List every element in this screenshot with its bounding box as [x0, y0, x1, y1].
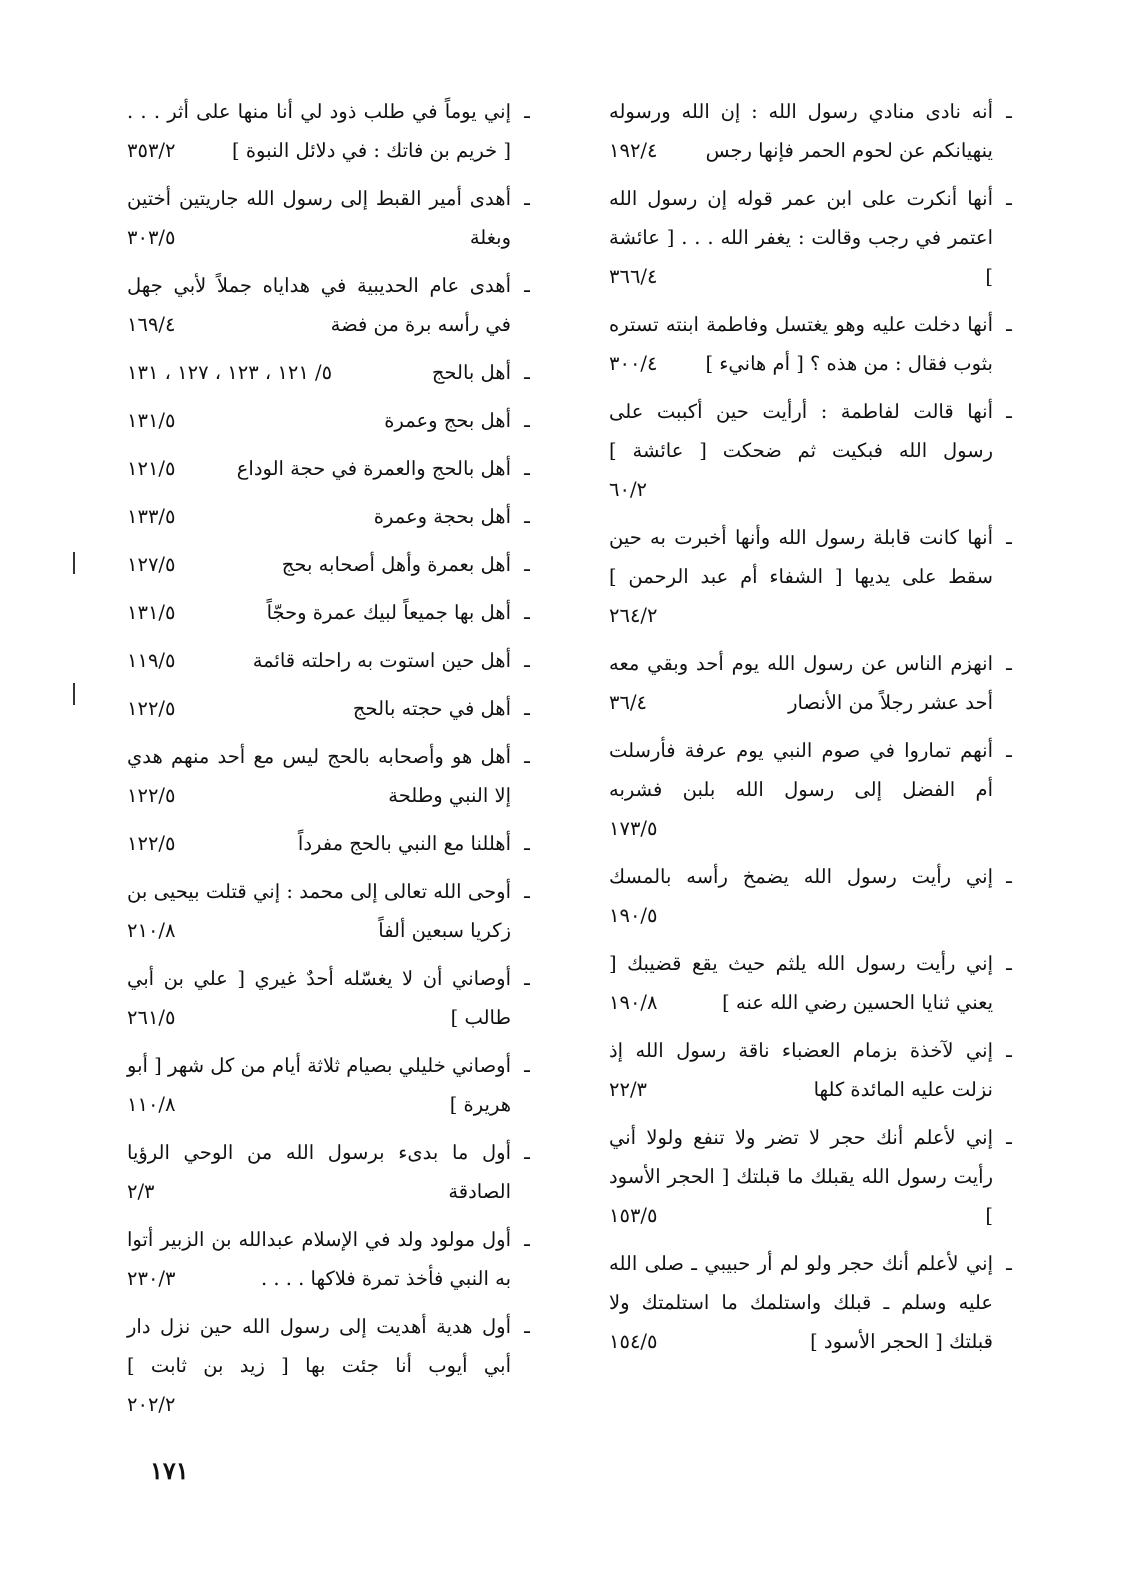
entry-dash: ـ: [1006, 1039, 1012, 1062]
page-reference: ١٩٠/٥: [609, 896, 663, 935]
entry-text: أول مولود ولد في الإسلام عبدالله بن الزبير أتوا به النبي فأخذ تمرة فلاكها . . . .: [127, 1228, 511, 1290]
entry-text: أول هدية أهديت إلى رسول الله حين نزل دار أبي أيوب أنا جئت بها [ زيد بن ثابت ]: [127, 1315, 511, 1377]
index-entry: [609, 92, 1019, 170]
entry-text: أهل حين استوت به راحلته قائمة: [252, 649, 511, 672]
entry-dash: ـ: [1006, 865, 1012, 888]
entry-dash: ـ: [524, 1141, 530, 1164]
entry-dash: ـ: [524, 601, 530, 624]
entry-text: أهدى عام الحديبية في هداياه جملاً لأبي جهل في رأسه برة من فضة: [127, 274, 511, 336]
entry-dash: ـ: [1006, 952, 1012, 975]
entry-dash: ـ: [524, 274, 530, 297]
page-reference: ١٣١/٥: [127, 593, 181, 632]
entry-text: إني يوماً في طلب ذود لي أنا منها على أثر . . . [ خريم بن فاتك : في دلائل النبوة ]: [127, 100, 511, 162]
page-reference: ١٢٧/٥: [127, 545, 181, 584]
entry-dash: ـ: [524, 880, 530, 903]
entry-text: أهل هو وأصحابه بالحج ليس مع أحد منهم هدي إلا النبي وطلحة: [127, 745, 511, 807]
entry-dash: ـ: [1006, 313, 1012, 336]
entry-text: إني رأيت رسول الله يضمخ رأسه بالمسك: [609, 865, 993, 888]
page-reference: ١٧٣/٥: [609, 809, 663, 848]
page-reference: ١٣١/٥: [127, 401, 181, 440]
page-reference: ٢٠٢/٢: [127, 1385, 181, 1424]
page-reference: ٢٦١/٥: [127, 998, 181, 1037]
index-entry: [127, 92, 537, 170]
index-entry: [127, 401, 537, 440]
entry-dash: ـ: [524, 697, 530, 720]
page-reference: ١٥٤/٥: [609, 1322, 663, 1361]
entry-dash: ـ: [1006, 1126, 1012, 1149]
entry-dash: ـ: [524, 100, 530, 123]
index-entry: [609, 944, 1019, 1022]
entry-dash: ـ: [1006, 526, 1012, 549]
page-reference: ٣٥٣/٢: [127, 131, 181, 170]
page-reference: ١١٠/٨: [127, 1085, 181, 1124]
index-entry: [609, 1031, 1019, 1109]
entry-dash: ـ: [524, 832, 530, 855]
entry-text: أنها أنكرت على ابن عمر قوله إن رسول الله اعتمر في رجب وقالت : يغفر الله . . . [ عائشة ]: [609, 187, 993, 288]
entry-dash: ـ: [524, 505, 530, 528]
index-entry: [609, 1118, 1019, 1235]
index-entry: [609, 305, 1019, 383]
entry-dash: ـ: [524, 649, 530, 672]
index-entry: [127, 1307, 537, 1424]
page-reference: ٢٦٤/٢: [609, 596, 663, 635]
index-entry: [609, 644, 1019, 722]
entry-text: أهل بالحج والعمرة في حجة الوداع: [236, 457, 511, 480]
entry-text: إني لأعلم أنك حجر لا تضر ولا تنفع ولولا أني رأيت رسول الله يقبلك ما قبلتك [ الحجر الأسود ]: [609, 1126, 993, 1227]
page-reference: ١٢٢/٥: [127, 824, 181, 863]
entry-dash: ـ: [1006, 100, 1012, 123]
entry-dash: ـ: [1006, 187, 1012, 210]
entry-text: أوحى الله تعالى إلى محمد : إني قتلت بيحيى بن زكريا سبعين ألفاً: [127, 880, 511, 942]
index-entry: [127, 737, 537, 815]
entry-text: إني لآخذة بزمام العضباء ناقة رسول الله إذ نزلت عليه المائدة كلها: [609, 1039, 993, 1101]
margin-mark: [73, 683, 75, 705]
page-reference: ١٦٩/٤: [127, 305, 181, 344]
right-column: [609, 92, 1019, 1370]
page-reference: ٢١٠/٨: [127, 911, 181, 950]
page-reference: ١٢٢/٥: [127, 689, 181, 728]
entry-dash: ـ: [524, 553, 530, 576]
entry-text: أنها قالت لفاطمة : أرأيت حين أكببت على رسول الله فبكيت ثم ضحكت [ عائشة ]: [609, 400, 993, 462]
entry-text: إني رأيت رسول الله يلثم حيث يقع قضيبك [ يعني ثنايا الحسين رضي الله عنه ]: [609, 952, 993, 1014]
page-reference: ٣٦/٤: [609, 683, 653, 722]
page-reference: ١٩٠/٨: [609, 983, 663, 1022]
entry-dash: ـ: [524, 187, 530, 210]
entry-dash: ـ: [524, 1315, 530, 1338]
page-reference: ٢٢/٣: [609, 1070, 653, 1109]
page-reference: ١٢١/٥: [127, 449, 181, 488]
entry-text: أهل بها جميعاً لبيك عمرة وحجّاً: [266, 601, 511, 624]
entry-text: أهللنا مع النبي بالحج مفرداً: [297, 832, 511, 855]
page-reference: ١٣٣/٥: [127, 497, 181, 536]
index-entry: [127, 266, 537, 344]
page-reference: ٢/٣: [127, 1172, 161, 1211]
left-column: [127, 92, 537, 1433]
index-entry: [127, 497, 537, 536]
page-reference: ١٥٣/٥: [609, 1196, 663, 1235]
index-entry: [127, 959, 537, 1037]
entry-text: أوصاني خليلي بصيام ثلاثة أيام من كل شهر [ أبو هريرة ]: [127, 1054, 511, 1116]
entry-text: أهل بحج وعمرة: [384, 409, 511, 432]
page-reference: ٢٣٠/٣: [127, 1259, 181, 1298]
margin-mark: [73, 552, 75, 574]
index-entry: [127, 872, 537, 950]
entry-dash: ـ: [1006, 739, 1012, 762]
entry-dash: ـ: [524, 745, 530, 768]
entry-dash: ـ: [524, 409, 530, 432]
entry-dash: ـ: [1006, 400, 1012, 423]
index-entry: [609, 1244, 1019, 1361]
index-entry: [127, 1133, 537, 1211]
page-reference: ٣٠٠/٤: [609, 344, 663, 383]
page-reference: ٣٠٣/٥: [127, 218, 181, 257]
entry-dash: ـ: [524, 967, 530, 990]
entry-text: أول ما بدىء برسول الله من الوحي الرؤيا الصادقة: [127, 1141, 511, 1203]
entry-dash: ـ: [524, 1054, 530, 1077]
entry-dash: ـ: [524, 361, 530, 384]
page-reference: ٣٦٦/٤: [609, 257, 663, 296]
entry-dash: ـ: [524, 457, 530, 480]
page-number: ١٧١: [150, 1456, 189, 1485]
page-reference: ١٢٢/٥: [127, 776, 181, 815]
entry-text: أنها دخلت عليه وهو يغتسل وفاطمة ابنته تستره بثوب فقال : من هذه ؟ [ أم هانيء ]: [609, 313, 993, 375]
entry-dash: ـ: [1006, 1252, 1012, 1275]
entry-text: انهزم الناس عن رسول الله يوم أحد وبقي معه أحد عشر رجلاً من الأنصار: [609, 652, 993, 714]
index-entry: [609, 518, 1019, 635]
index-entry: [127, 641, 537, 680]
entry-text: إني لأعلم أنك حجر ولو لم أر حبيبي ـ صلى الله عليه وسلم ـ قبلك واستلمك ما استلمتك ولا قبلتك [ الحجر الأسود ]: [609, 1252, 993, 1353]
index-entry: [609, 731, 1019, 848]
page-reference: ١١٩/٥: [127, 641, 181, 680]
entry-dash: ـ: [524, 1228, 530, 1251]
index-entry: [127, 545, 537, 584]
page-reference: ٦٠/٢: [609, 470, 653, 509]
index-entry: [609, 857, 1019, 935]
index-entry: [127, 593, 537, 632]
index-entry: [609, 392, 1019, 509]
entry-text: أنهم تماروا في صوم النبي يوم عرفة فأرسلت أم الفضل إلى رسول الله بلبن فشربه: [609, 739, 993, 801]
entry-dash: ـ: [1006, 652, 1012, 675]
entry-text: أهدى أمير القبط إلى رسول الله جاريتين أختين وبغلة: [127, 187, 511, 249]
index-entry: [127, 449, 537, 488]
index-entry: [127, 1220, 537, 1298]
entry-text: أهل في حجته بالحج: [352, 697, 511, 720]
index-entry: [127, 1046, 537, 1124]
page-reference: ١٩٢/٤: [609, 131, 663, 170]
entry-text: أنه نادى منادي رسول الله : إن الله ورسوله ينهيانكم عن لحوم الحمر فإنها رجس: [609, 100, 993, 162]
index-entry: [127, 179, 537, 257]
index-entry: [127, 824, 537, 863]
index-entry: [127, 689, 537, 728]
entry-text: أهل بالحج: [431, 361, 511, 384]
entry-text: أنها كانت قابلة رسول الله وأنها أخبرت به حين سقط على يديها [ الشفاء أم عبد الرحمن ]: [609, 526, 993, 588]
entry-text: أهل بعمرة وأهل أصحابه بحج: [281, 553, 511, 576]
index-entry: [127, 353, 537, 392]
entry-text: أهل بحجة وعمرة: [373, 505, 511, 528]
entry-text: أوصاني أن لا يغسّله أحدٌ غيري [ علي بن أبي طالب ]: [127, 967, 511, 1029]
page-reference: ٥/ ١٢١ ، ١٢٣ ، ١٢٧ ، ١٣١: [127, 353, 338, 392]
index-entry: [609, 179, 1019, 296]
